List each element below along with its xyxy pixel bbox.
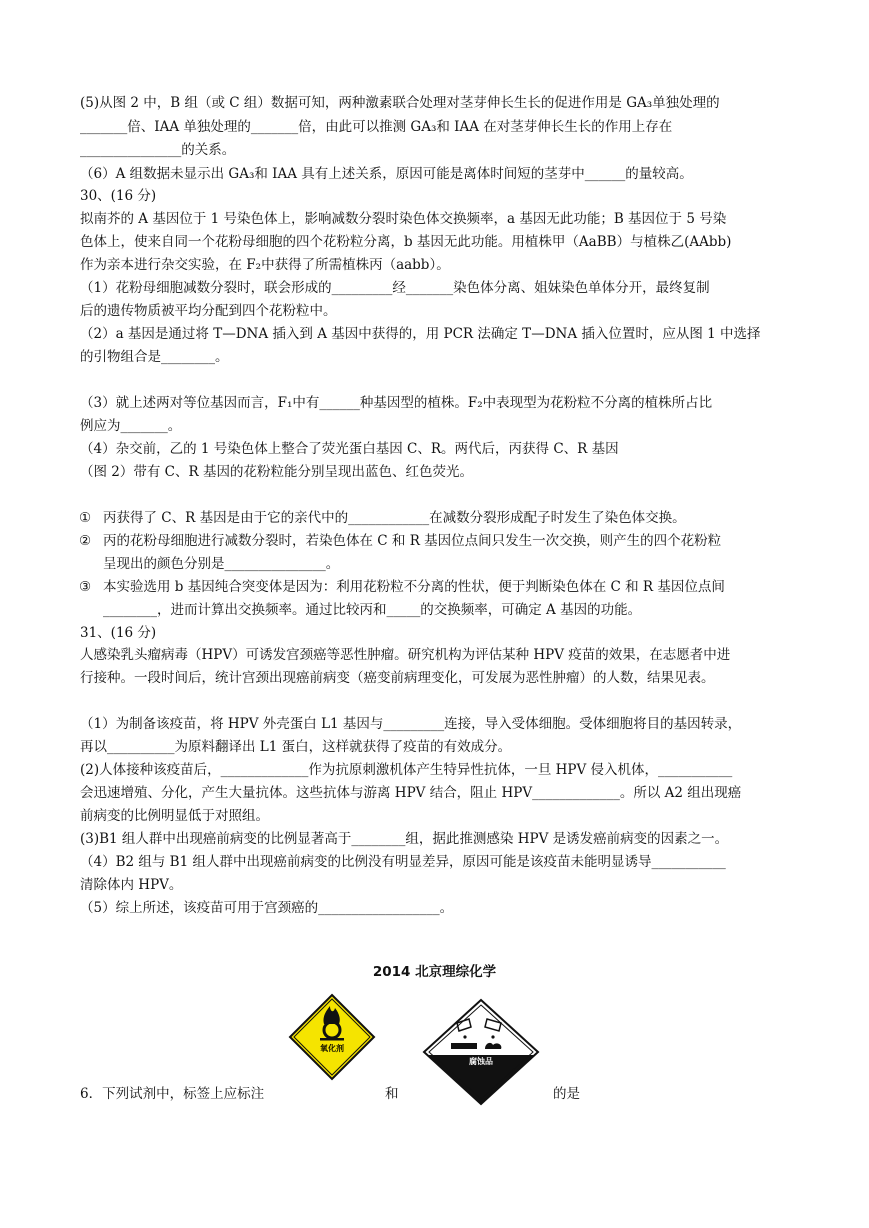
text-line: _______________的关系。 [80,142,236,158]
text-line: ________，进而计算出交换频率。通过比较丙和_____的交换频率，可确定 A 基因的功能。 [103,602,642,618]
text-line: （2）a 基因是通过将 T—DNA 插入到 A 基因中获得的，用 PCR 法确定 T—DNA 插入位置时，应从图 1 中选择 [80,326,761,342]
text-line: （1）为制备该疫苗，将 HPV 外壳蛋白 L1 基因与_________连接，导入受体细胞。受体细胞将目的基因转录， [80,716,742,732]
text-line: （4）杂交前，乙的 1 号染色体上整合了荧光蛋白基因 C、R。两代后，丙获得 C、R 基因 [80,441,619,457]
text-line: 清除体内 HPV。 [80,877,183,893]
text-line: 再以__________为原料翻译出 L1 蛋白，这样就获得了疫苗的有效成分。 [80,739,512,755]
text-line: 本实验选用 b 基因纯合突变体是因为：利用花粉粒不分离的性状，便于判断染色体在 C 和 R 基因位点间 [103,579,725,595]
q6-mid: 和 [385,1086,399,1102]
list-marker: ③ [79,579,92,595]
text-line: _______倍、IAA 单独处理的_______倍，由此可以推测 GA₃和 IAA 在对茎芽伸长生长的作用上存在 [80,119,673,135]
q6-suffix: 的是 [553,1086,580,1102]
question-heading: 31、(16 分) [80,625,157,641]
text-line: （4）B2 组与 B1 组人群中出现癌前病变的比例没有明显差异，原因可能是该疫苗未能明显诱导___________ [80,854,726,870]
q6-prefix: 6．下列试剂中，标签上应标注 [80,1086,265,1102]
list-marker: ② [79,533,92,549]
question-heading: 30、(16 分) [80,188,157,204]
text-line: 呈现出的颜色分别是_______________。 [103,556,340,572]
text-line: 前病变的比例明显低于对照组。 [80,808,269,824]
text-line: 会迅速增殖、分化，产生大量抗体。这些抗体与游离 HPV 结合，阻止 HPV_____________。所以 A2 组出现癌 [80,785,742,801]
text-line: （5）综上所述，该疫苗可用于宫颈癌的__________________。 [80,900,454,916]
text-line: 丙获得了 C、R 基因是由于它的亲代中的____________在减数分裂形成配子时发生了染色体交换。 [103,510,686,526]
text-line: 色体上，使来自同一个花粉母细胞的四个花粉粒分离，b 基因无此功能。用植株甲（AaBB）与植株乙(AAbb) [80,234,732,250]
oxidizer-hazard-sign [288,993,376,1081]
text-line: (3)B1 组人群中出现癌前病变的比例显著高于________组，据此推测感染 HPV 是诱发癌前病变的因素之一。 [80,831,729,847]
text-line: （图 2）带有 C、R 基因的花粉粒能分别呈现出蓝色、红色荧光。 [80,464,473,480]
text-line: （3）就上述两对等位基因而言，F₁中有______种基因型的植株。F₂中表现型为花粉粒不分离的植株所占比 [80,395,713,411]
text-line: 行接种。一段时间后，统计宫颈出现癌前病变（癌变前病理变化，可发展为恶性肿瘤）的人数，结果见表。 [80,670,715,686]
corrosive-label: 腐蚀品 [469,1057,493,1066]
corrosive-hazard-sign [421,997,541,1107]
text-line: 例应为_______。 [80,418,182,434]
text-line: 人感染乳头瘤病毒（HPV）可诱发宫颈癌等恶性肿瘤。研究机构为评估某种 HPV 疫苗的效果，在志愿者中进 [80,647,731,663]
text-line: 后的遗传物质被平均分配到四个花粉粒中。 [80,303,337,319]
text-line: （6）A 组数据未显示出 GA₃和 IAA 具有上述关系，原因可能是离体时间短的茎芽中______的量较高。 [80,166,693,182]
text-line: 的引物组合是________。 [80,349,229,365]
text-line: (5)从图 2 中，B 组（或 C 组）数据可知，两种激素联合处理对茎芽伸长生长的促进作用是 GA₃单独处理的 [80,95,720,111]
text-line: 作为亲本进行杂交实验，在 F₂中获得了所需植株丙（aabb）。 [80,257,450,273]
text-line: (2)人体接种该疫苗后，_____________作为抗原刺激机体产生特异性抗体，一旦 HPV 侵入机体，___________ [80,762,733,778]
text-line: 拟南芥的 A 基因位于 1 号染色体上，影响减数分裂时染色体交换频率，a 基因无此功能；B 基因位于 5 号染 [80,211,727,227]
text-line: 丙的花粉母细胞进行减数分裂时，若染色体在 C 和 R 基因位点间只发生一次交换，则产生的四个花粉粒 [103,533,722,549]
oxidizer-label: 氧化剂 [320,1044,344,1053]
text-line: （1）花粉母细胞减数分裂时，联会形成的_________经_______染色体分离、姐妹染色单体分开，最终复制 [80,280,710,296]
list-marker: ① [79,510,92,526]
section-title: 2014 北京理综化学 [372,964,497,980]
